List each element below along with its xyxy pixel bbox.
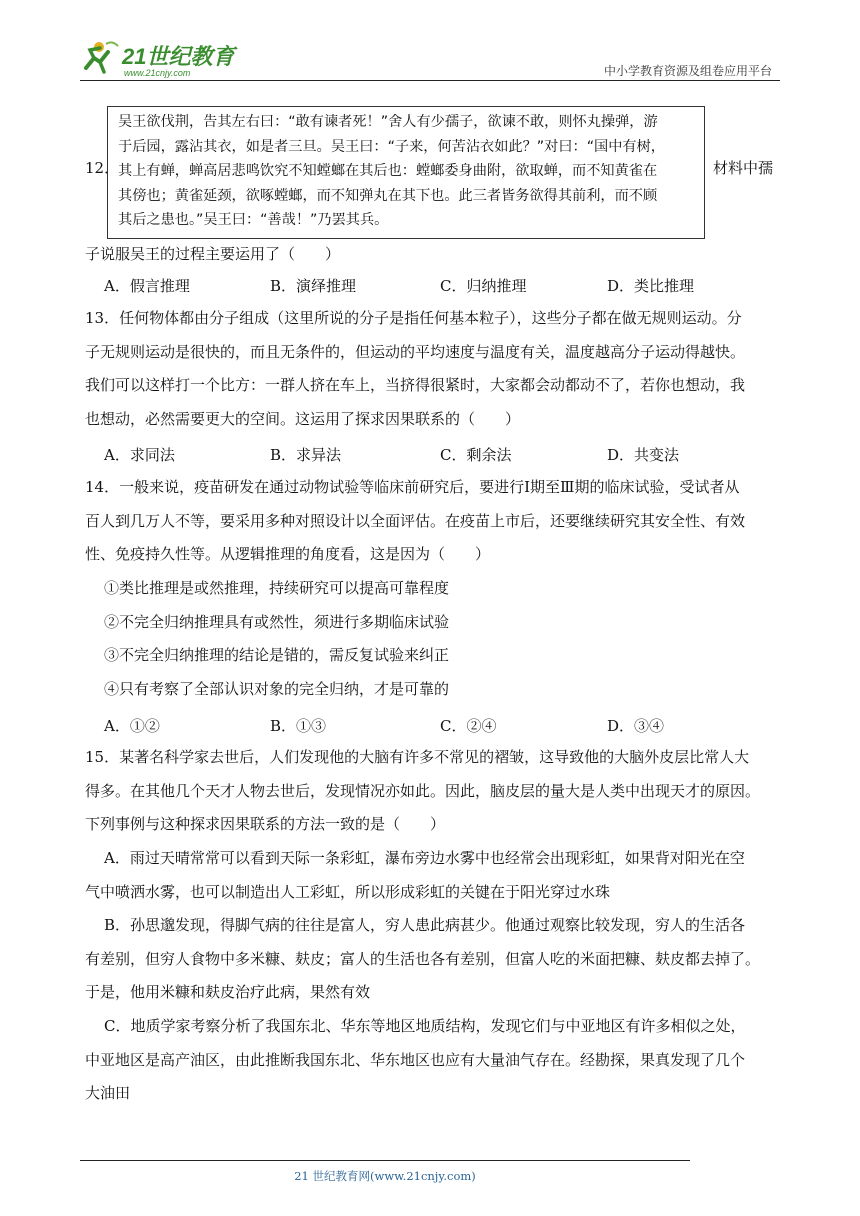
q12-stem-start: 材料中孺 xyxy=(713,159,774,177)
q13-line: 也想动，必然需要更大的空间。这运用了探求因果联系的（ ） xyxy=(85,409,521,428)
q14-line: 百人到几万人不等，要采用多种对照设计以全面评估。在疫苗上市后，还要继续研究其安全性、有效 xyxy=(85,511,746,530)
q14-line: 14．一般来说，疫苗研发在通过动物试验等临床前研究后，要进行Ⅰ期至Ⅲ期的临床试验，受试者从 xyxy=(85,478,740,496)
q15-option-a-line: 气中喷洒水雾，也可以制造出人工彩虹，所以形成彩虹的关键在于阳光穿过水珠 xyxy=(85,882,611,901)
q15-option-a[interactable] xyxy=(85,842,745,909)
q14-option-a[interactable]: A．①② xyxy=(104,717,160,735)
q13-option-c[interactable]: C．剩余法 xyxy=(440,446,512,464)
logo-text: 21世纪教育 xyxy=(122,44,235,69)
runner-logo-icon xyxy=(78,38,248,78)
q12-box-line: 其上有蝉，蝉高居悲鸣饮究不知螳螂在其后也：螳螂委身曲附，欲取蝉，而不知黄雀在 xyxy=(118,163,658,179)
q14-item: ①类比推理是或然推理，持续研究可以提高可靠程度 xyxy=(104,579,450,597)
q12-option-b[interactable]: B．演绎推理 xyxy=(270,277,357,295)
q14-line: 性、免疫持久性等。从逻辑推理的角度看，这是因为（ ） xyxy=(85,545,491,564)
q12-option-d[interactable]: D．类比推理 xyxy=(607,277,695,295)
q14-item: ②不完全归纳推理具有或然性，须进行多期临床试验 xyxy=(104,612,450,631)
logo-url: www.21cnjy.com xyxy=(124,68,191,78)
q12-box-line: 吴王欲伐荆，告其左右曰：“敢有谏者死！”舍人有少孺子，欲谏不敢，则怀丸操弹，游 xyxy=(118,114,658,130)
q15-line: 得多。在其他几个天才人物去世后，发现情况亦如此。因此，脑皮层的量大是人类中出现天才的原因。 xyxy=(85,781,761,800)
q15-option-c-line: 大油田 xyxy=(85,1084,131,1103)
q12-material-box xyxy=(107,106,705,239)
q13-stem xyxy=(85,302,745,436)
q15-option-b-line: 于是，他用米糠和麸皮治疗此病，果然有效 xyxy=(85,983,371,1002)
q13-option-d[interactable]: D．共变法 xyxy=(607,446,680,464)
q15-stem xyxy=(85,741,760,842)
q14-items xyxy=(104,572,449,706)
q14-item: ③不完全归纳推理的结论是错的，需反复试验来纠正 xyxy=(104,646,450,665)
footer-divider xyxy=(80,1160,690,1161)
q15-line: 下列事例与这种探求因果联系的方法一致的是（ ） xyxy=(85,815,446,834)
q15-option-a-line: A．雨过天晴常常可以看到天际一条彩虹，瀑布旁边水雾中也经常会出现彩虹，如果背对阳光在空 xyxy=(104,849,745,867)
q14-option-c[interactable]: C．②④ xyxy=(440,717,497,735)
q12-box-line: 其后之患也。”吴王曰：“善哉！”乃罢其兵。 xyxy=(118,212,389,228)
q14-option-d[interactable]: D．③④ xyxy=(607,717,665,735)
q13-line: 子无规则运动是很快的，而且无条件的，但运动的平均速度与温度有关，温度越高分子运动得越快。 xyxy=(85,342,746,361)
q15-option-b-line: B．孙思邈发现，得脚气病的往往是富人，穷人患此病甚少。他通过观察比较发现，穷人的生活各 xyxy=(104,916,746,934)
q12-option-c[interactable]: C．归纳推理 xyxy=(440,277,527,295)
q12-box-line: 于后园，露沾其衣，如是者三旦。吴王曰：“子来，何苦沾衣如此？”对曰：“国中有树， xyxy=(118,138,665,155)
q13-line: 我们可以这样打一个比方：一群人挤在车上，当挤得很紧时，大家都会动都动不了，若你也想动，我 xyxy=(85,376,746,395)
q12-option-a[interactable]: A．假言推理 xyxy=(104,277,190,295)
q12-box-line: 其傍也；黄雀延颈，欲啄螳螂，而不知弹丸在其下也。此三者皆务欲得其前利，而不顾 xyxy=(118,187,658,204)
q15-line: 15．某著名科学家去世后，人们发现他的大脑有许多不常见的褶皱，这导致他的大脑外皮层比常人大 xyxy=(85,748,750,766)
q15-option-b[interactable] xyxy=(85,909,760,1010)
q12-stem: 子说服吴王的过程主要运用了（ ） xyxy=(85,245,341,263)
q15-option-c[interactable] xyxy=(85,1010,745,1111)
site-logo xyxy=(78,38,248,78)
header-divider xyxy=(80,80,780,81)
q14-option-b[interactable]: B．①③ xyxy=(270,717,327,735)
footer-link[interactable]: 21 世纪教育网(www.21cnjy.com) xyxy=(294,1169,476,1183)
platform-title: 中小学教育资源及组卷应用平台 xyxy=(603,64,772,78)
q14-stem xyxy=(85,471,745,572)
q13-line: 13．任何物体都由分子组成（这里所说的分子是指任何基本粒子），这些分子都在做无规则运动。分 xyxy=(85,309,742,327)
q13-option-b[interactable]: B．求异法 xyxy=(270,446,342,464)
q15-option-c-line: 中亚地区是高产油区，由此推断我国东北、华东地区也应有大量油气存在。经勘探，果真发现了几个 xyxy=(85,1050,746,1069)
q12-number: 12． xyxy=(85,159,120,177)
q15-option-b-line: 有差别，但穷人食物中多米糠、麸皮；富人的生活也各有差别，但富人吃的米面把糠、麸皮都去掉了。 xyxy=(85,949,761,968)
q15-option-c-line: C．地质学家考察分析了我国东北、华东等地区地质结构，发现它们与中亚地区有许多相似之处， xyxy=(104,1017,746,1035)
q13-option-a[interactable]: A．求同法 xyxy=(104,446,175,464)
q14-item: ④只有考察了全部认识对象的完全归纳，才是可靠的 xyxy=(104,679,450,698)
